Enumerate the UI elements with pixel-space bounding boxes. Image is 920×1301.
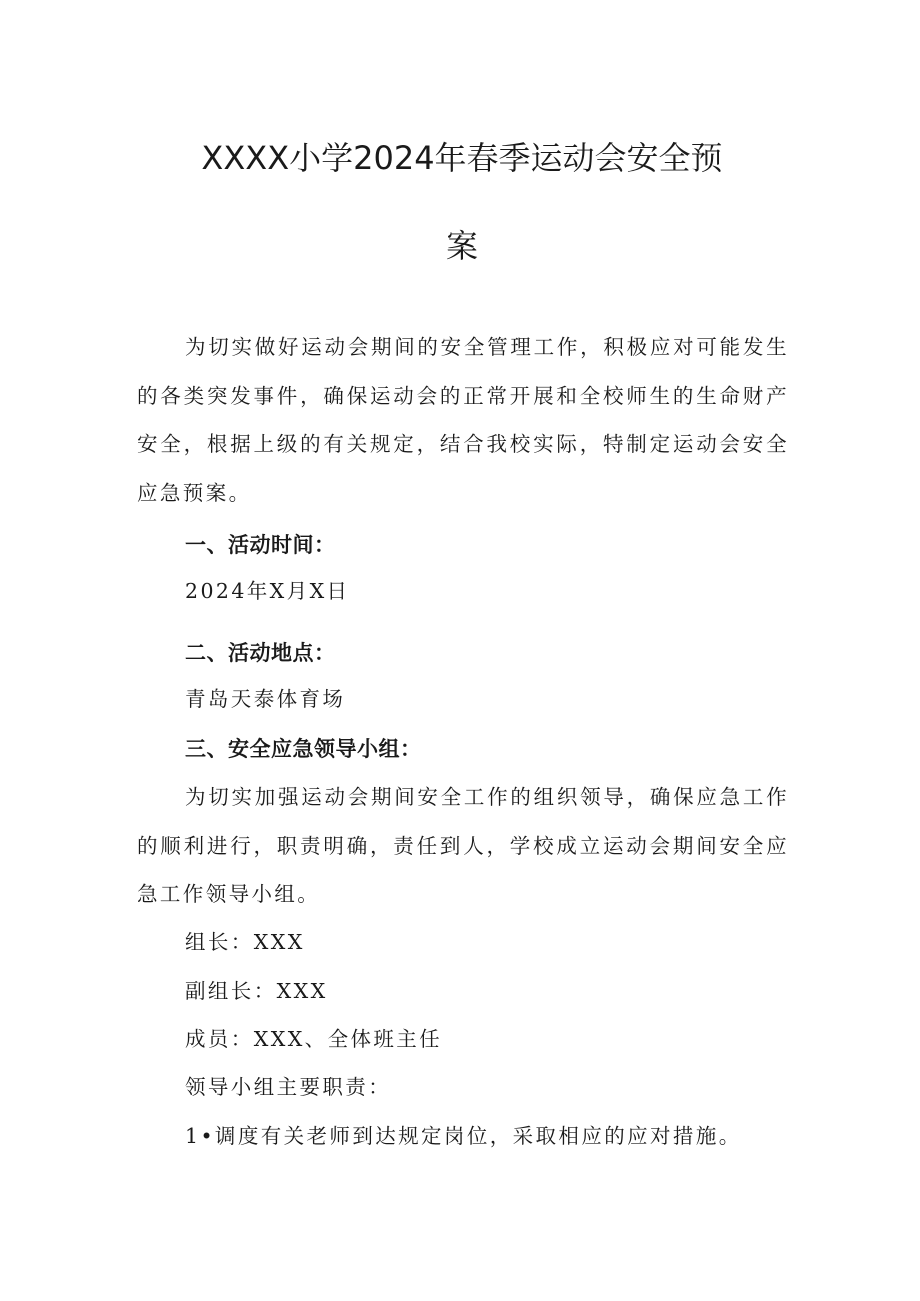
document-title-line-1: XXXX小学2024年春季运动会安全预 bbox=[201, 139, 723, 177]
section-heading-place: 二、活动地点： bbox=[185, 641, 336, 665]
leadership-paragraph: 为切实加强运动会期间安全工作的组织领导，确保应急工作的顺利进行，职责明确，责任到人，学校成立运动会期间安全应急工作领导小组。 bbox=[137, 785, 789, 906]
document-title-line-2: 案 bbox=[445, 227, 478, 265]
activity-place: 青岛天泰体育场 bbox=[185, 687, 346, 711]
section-heading-leadership: 三、安全应急领导小组： bbox=[185, 737, 422, 761]
duties-label: 领导小组主要职责： bbox=[185, 1075, 392, 1099]
duty-item-1: 1•调度有关老师到达规定岗位，采取相应的应对措施。 bbox=[185, 1124, 742, 1148]
intro-paragraph: 为切实做好运动会期间的安全管理工作，积极应对可能发生的各类突发事件，确保运动会的正常开展和全校师生的生命财产安全，根据上级的有关规定，结合我校实际，特制定运动会安全应急预案。 bbox=[137, 335, 789, 505]
activity-date: 2024年X月X日 bbox=[185, 579, 350, 603]
group-members: 成员：XXX、全体班主任 bbox=[185, 1027, 443, 1051]
section-heading-time: 一、活动时间： bbox=[185, 533, 336, 557]
group-leader: 组长：XXX bbox=[185, 930, 305, 954]
deputy-leader: 副组长：XXX bbox=[185, 979, 328, 1003]
